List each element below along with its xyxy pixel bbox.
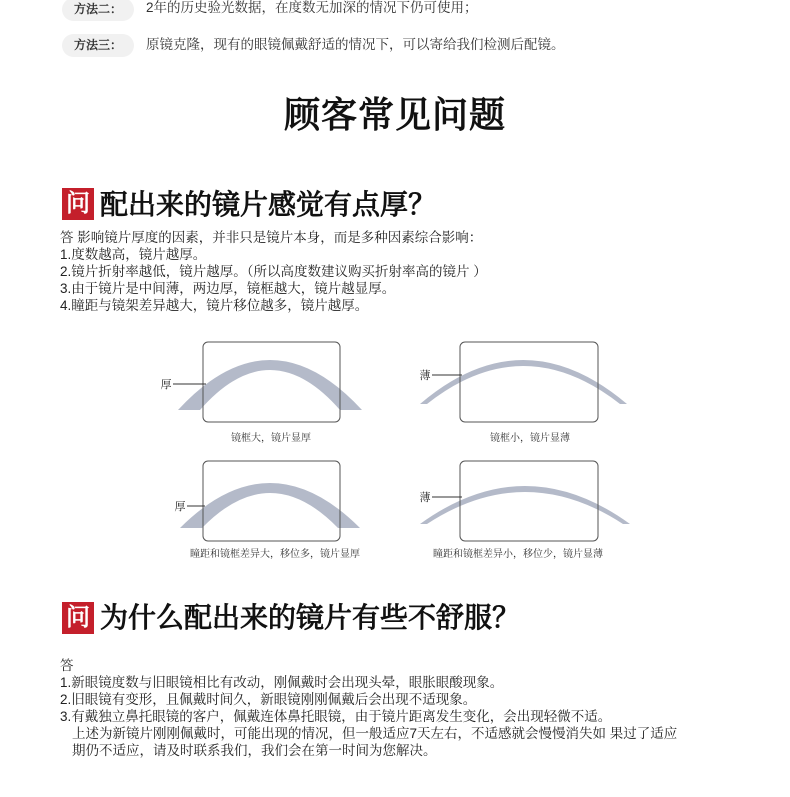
question-1-answer xyxy=(60,229,487,314)
thickness-label: 薄 xyxy=(419,370,431,382)
answer-line: 2.镜片折射率越低，镜片越厚。（所以高度数建议购买折射率高的镜片 ） xyxy=(60,264,487,279)
thick-lens-arc xyxy=(178,360,362,410)
answer-line: 期仍不适应，请及时联系我们，我们会在第一时间为您解决。 xyxy=(72,743,437,758)
answer-line: 答 影响镜片厚度的因素，并非只是镜片本身，而是多种因素综合影响： xyxy=(60,230,483,245)
answer-line: 1.度数越高，镜片越厚。 xyxy=(60,247,207,262)
question-badge: 问 xyxy=(62,188,94,220)
thin-lens-arc xyxy=(420,360,627,404)
diagram-caption: 瞳距和镜框差异大，移位多，镜片显厚 xyxy=(190,549,360,560)
question-2-answer xyxy=(60,657,677,759)
faq-title: 顾客常见问题 xyxy=(283,94,506,135)
thickness-label: 厚 xyxy=(160,379,172,391)
diagram-large-frame xyxy=(161,342,363,444)
diagram-caption: 镜框大，镜片显厚 xyxy=(231,433,311,444)
answer-line: 3.由于镜片是中间薄，两边厚，镜框越大，镜片越显厚。 xyxy=(60,281,396,296)
answer-line: 2.旧眼镜有变形，且佩戴时间久，新眼镜刚刚佩戴后会出现不适现象。 xyxy=(60,692,477,707)
thickness-label: 厚 xyxy=(174,501,186,513)
question-badge: 问 xyxy=(62,602,94,634)
answer-line: 3.有戴独立鼻托眼镜的客户，佩戴连体鼻托眼镜，由于镜片距离发生变化，会出现轻微不适。 xyxy=(60,709,612,724)
diagram-small-frame xyxy=(420,342,628,444)
question-2-title: 为什么配出来的镜片有些不舒服？ xyxy=(100,602,521,633)
diagram-caption: 瞳距和镜框差异小，移位少，镜片显薄 xyxy=(433,549,603,560)
method-3-text: 原镜克隆，现有的眼镜佩戴舒适的情况下，可以寄给我们检测后配镜。 xyxy=(146,37,565,52)
frame-outline xyxy=(460,342,598,422)
answer-line: 1.新眼镜度数与旧眼镜相比有改动，刚佩戴时会出现头晕，眼胀眼酸现象。 xyxy=(60,675,504,690)
answer-line: 上述为新镜片刚刚佩戴时，可能出现的情况，但一般适应7天左右，不适感就会慢慢消失如 果过了适应 xyxy=(72,726,678,741)
question-1-title: 配出来的镜片感觉有点厚？ xyxy=(100,189,437,220)
method-2-text: 2年的历史验光数据，在度数无加深的情况下仍可使用； xyxy=(146,0,478,15)
lens-thickness-diagrams xyxy=(0,330,790,570)
answer-line: 4.瞳距与镜架差异越大，镜片移位越多，镜片越厚。 xyxy=(60,298,369,313)
method-2-label: 方法二： xyxy=(62,0,134,21)
diagram-large-pd-difference xyxy=(175,461,361,560)
diagram-small-pd-difference xyxy=(420,461,631,560)
answer-line: 答 xyxy=(60,658,74,673)
thickness-label: 薄 xyxy=(419,492,431,504)
method-3-label: 方法三： xyxy=(62,34,134,57)
thick-lens-arc xyxy=(180,483,360,528)
diagram-caption: 镜框小，镜片显薄 xyxy=(490,433,570,444)
